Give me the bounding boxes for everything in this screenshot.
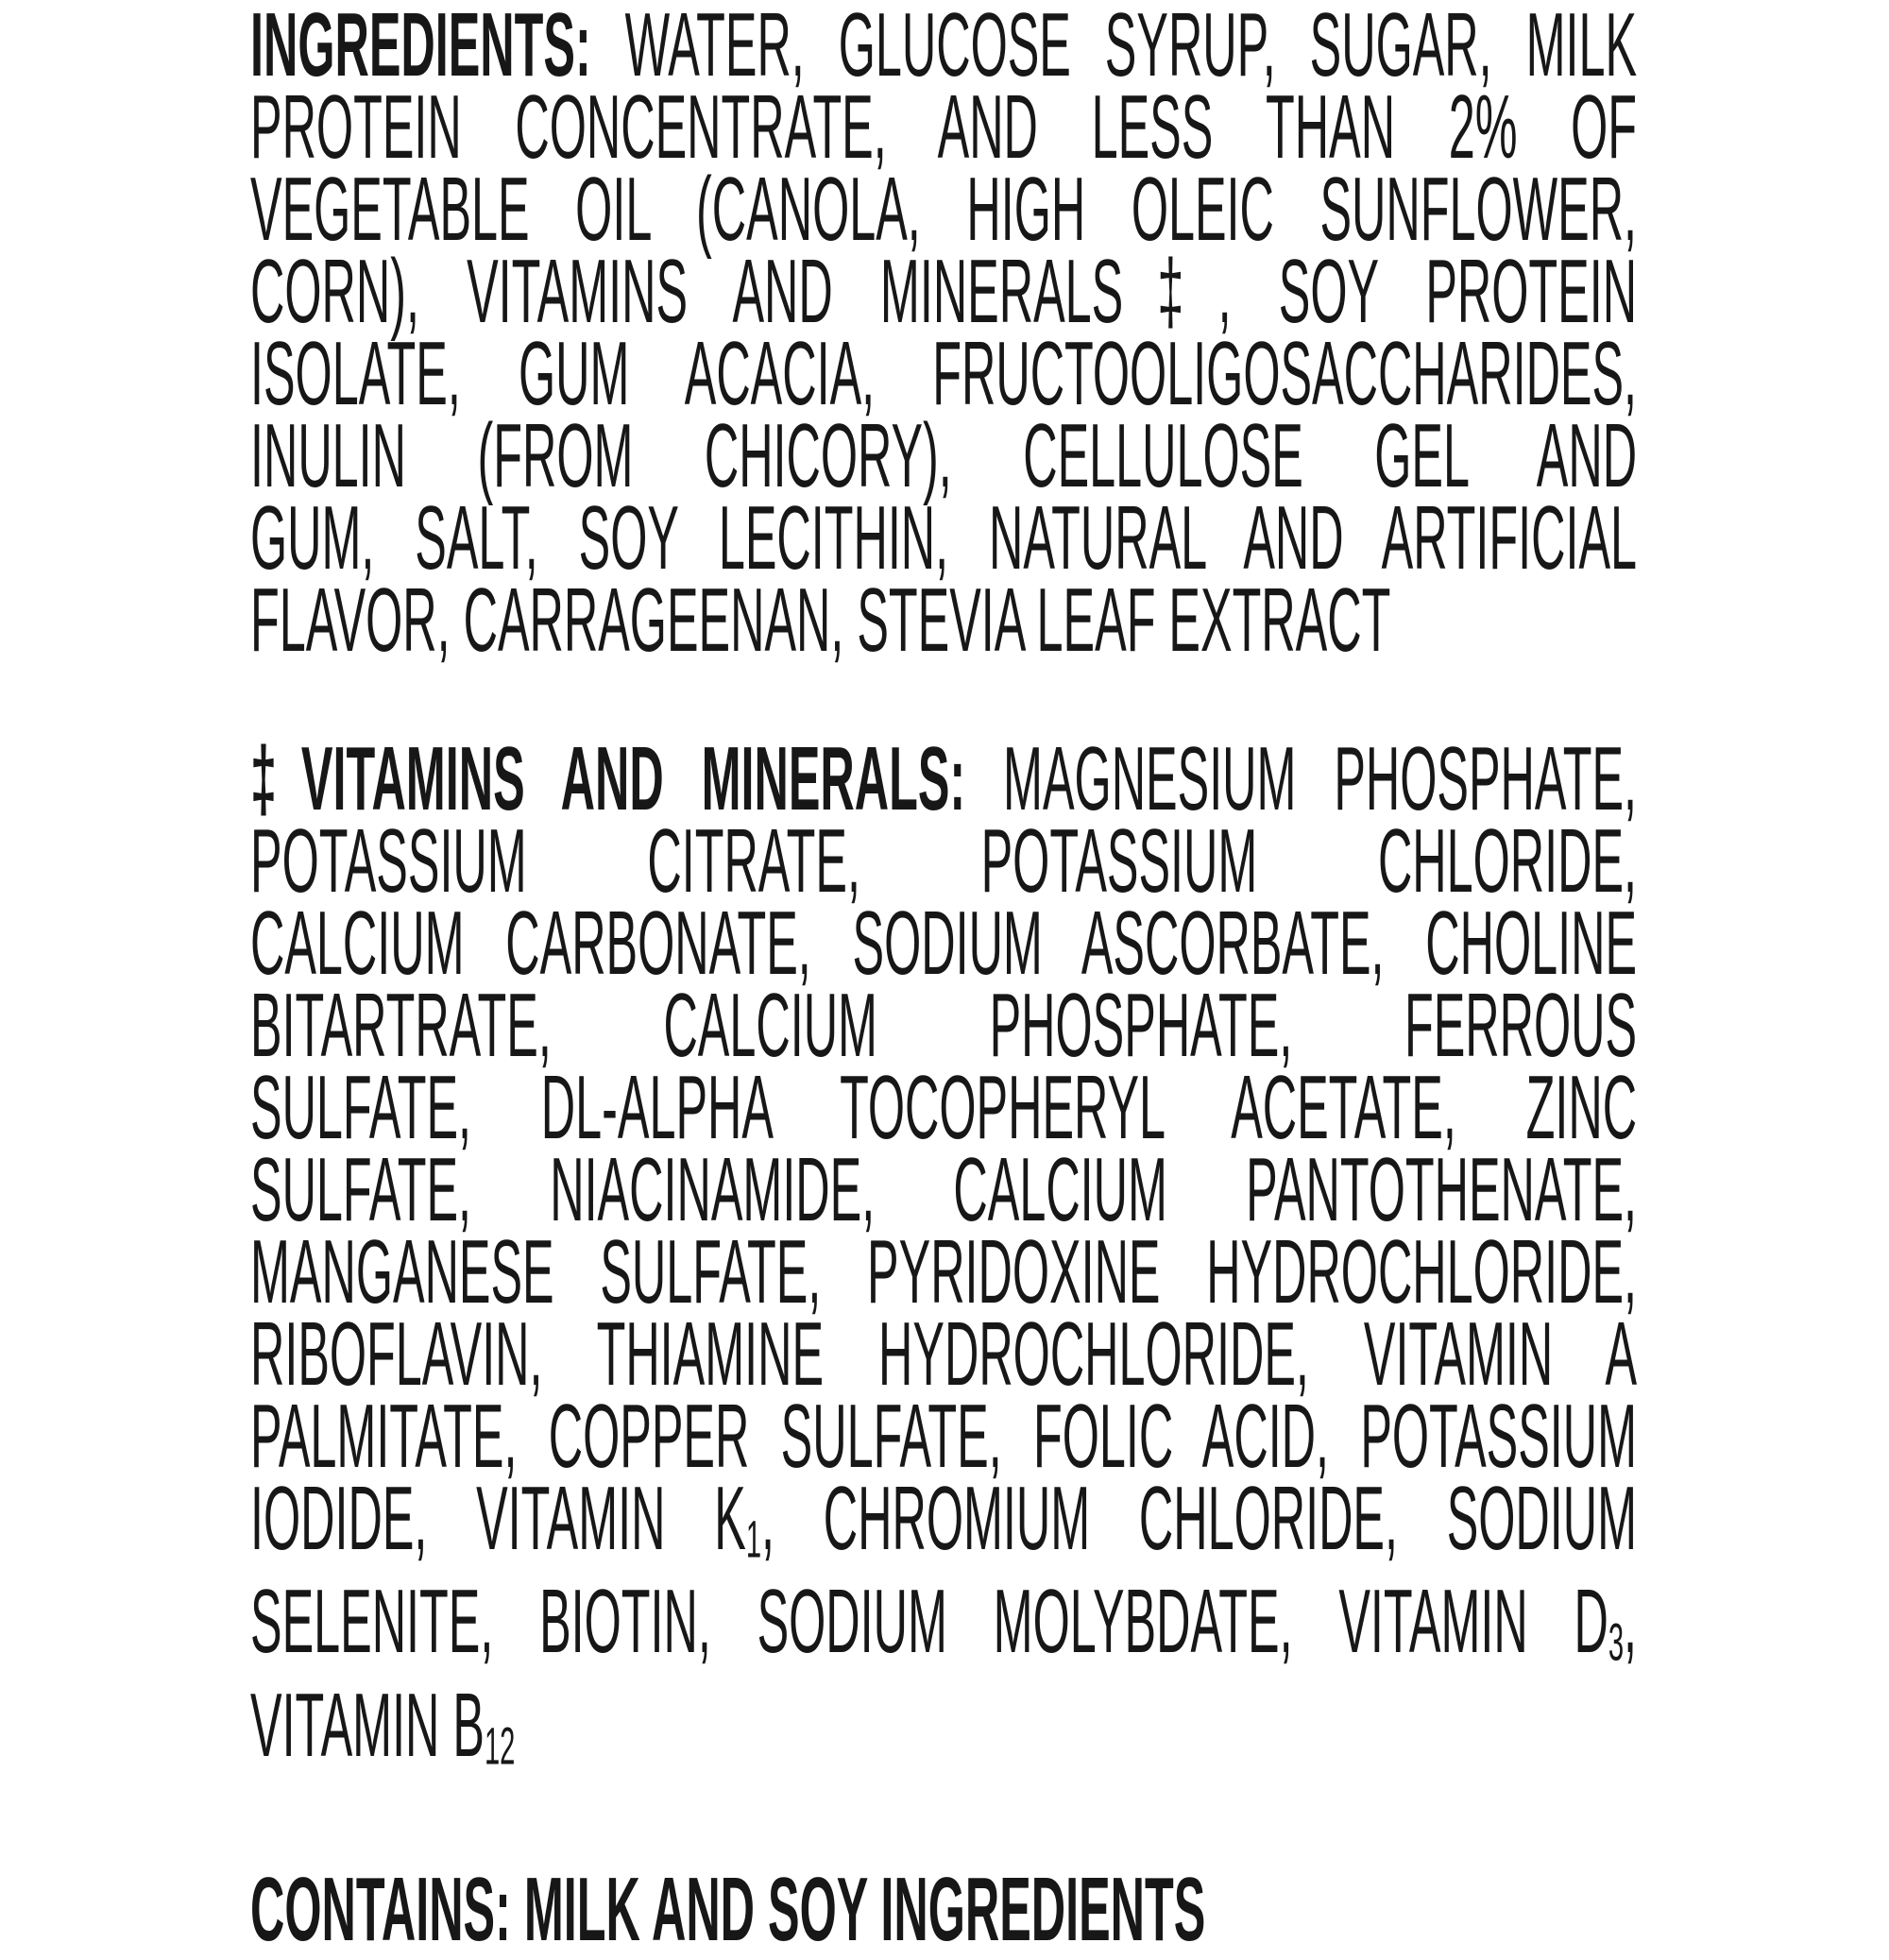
body-text: , CHROMIUM CHLORIDE, SODIUM — [761, 1468, 1638, 1569]
body-text: BITARTRATE, CALCIUM PHOSPHATE, FERROUS — [250, 975, 1638, 1076]
bold-text: ‡VITAMINS AND MINERALS: — [250, 728, 966, 829]
body-text: MANGANESE SULFATE, PYRIDOXINE HYDROCHLORIDE, — [250, 1221, 1638, 1322]
vitamins-minerals-line-6 — [250, 1139, 1638, 1240]
ingredients-line-6 — [250, 405, 1638, 506]
body-text: PROTEIN CONCENTRATE, AND LESS THAN 2% OF — [250, 77, 1638, 178]
subscript-text: 12 — [484, 1716, 516, 1776]
paragraph-contains-statement — [250, 1859, 1637, 1960]
ingredients-line-1 — [250, 0, 1638, 95]
ingredients-line-3 — [250, 159, 1638, 260]
body-text: SELENITE, BIOTIN, SODIUM MOLYBDATE, VITAMIN D — [250, 1571, 1608, 1673]
body-text: IODIDE, VITAMIN K — [250, 1468, 746, 1569]
vitamins-minerals-line-8 — [250, 1304, 1638, 1405]
body-text: INULIN (FROM CHICORY), CELLULOSE GEL AND — [250, 405, 1638, 506]
body-text: FLAVOR, CARRAGEENAN, STEVIA LEAF EXTRACT — [250, 570, 1391, 671]
vitamins-minerals-line-5 — [250, 1057, 1638, 1158]
vitamins-minerals-line-10 — [250, 1468, 1638, 1580]
ingredients-line-5 — [250, 323, 1638, 424]
body-text: SULFATE, DL-ALPHA TOCOPHERYL ACETATE, ZINC — [250, 1057, 1638, 1158]
contains-statement-line-1 — [250, 1859, 1637, 1960]
ingredients-line-8 — [250, 570, 1637, 671]
bold-text: INGREDIENTS: — [250, 0, 591, 95]
bold-text: CONTAINS: MILK AND SOY INGREDIENTS — [250, 1859, 1206, 1960]
subscript-text: 1 — [745, 1509, 762, 1569]
body-text: POTASSIUM CITRATE, POTASSIUM CHLORIDE, — [250, 810, 1638, 912]
body-text: MAGNESIUM PHOSPHATE, — [965, 728, 1638, 829]
body-text: PALMITATE, COPPER SULFATE, FOLIC ACID, POTASSIUM — [250, 1386, 1638, 1487]
vitamins-minerals-line-9 — [250, 1386, 1638, 1487]
body-text: CORN), VITAMINS AND MINERALS‡, SOY PROTEIN — [250, 241, 1638, 342]
paragraph-vitamins-minerals — [250, 728, 1638, 1787]
paragraph-ingredients — [250, 0, 1638, 671]
ingredients-line-7 — [250, 487, 1638, 588]
vitamins-minerals-line-1 — [250, 728, 1638, 829]
vitamins-minerals-line-4 — [250, 975, 1638, 1076]
vitamins-minerals-line-11 — [250, 1571, 1638, 1683]
body-text: WATER, GLUCOSE SYRUP, SUGAR, MILK — [590, 0, 1638, 95]
body-text: VEGETABLE OIL (CANOLA, HIGH OLEIC SUNFLOWER, — [250, 159, 1638, 260]
body-text: CALCIUM CARBONATE, SODIUM ASCORBATE, CHOLINE — [250, 893, 1638, 994]
body-text: SULFATE, NIACINAMIDE, CALCIUM PANTOTHENATE, — [250, 1139, 1638, 1240]
vitamins-minerals-line-12 — [250, 1674, 1637, 1787]
body-text: RIBOFLAVIN, THIAMINE HYDROCHLORIDE, VITAMIN A — [250, 1304, 1638, 1405]
body-text: VITAMIN B — [250, 1674, 485, 1776]
subscript-text: 3 — [1608, 1612, 1625, 1672]
ingredients-line-2 — [250, 77, 1638, 178]
body-text: ISOLATE, GUM ACACIA, FRUCTOOLIGOSACCHARIDES, — [250, 323, 1638, 424]
vitamins-minerals-line-3 — [250, 893, 1638, 994]
label-text-block — [250, 0, 1638, 1960]
body-text: , — [1624, 1571, 1638, 1673]
vitamins-minerals-line-2 — [250, 810, 1638, 912]
body-text: GUM, SALT, SOY LECITHIN, NATURAL AND ARTIFICIAL — [250, 487, 1638, 588]
vitamins-minerals-line-7 — [250, 1221, 1638, 1322]
ingredients-line-4 — [250, 241, 1638, 342]
